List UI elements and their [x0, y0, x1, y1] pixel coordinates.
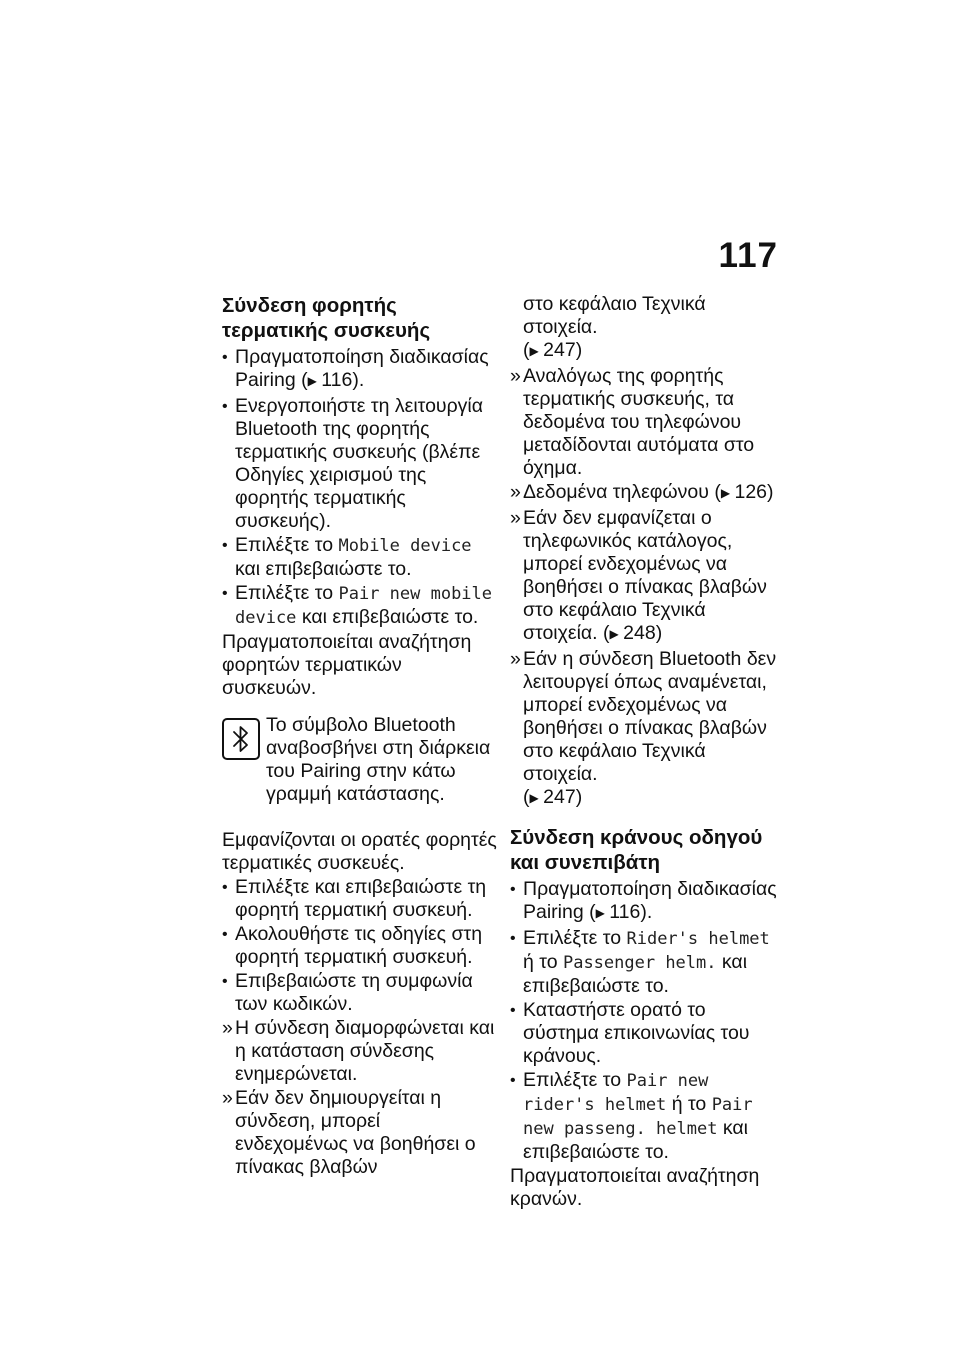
page-ref-arrow-icon: ▶	[609, 627, 618, 641]
helmet-search-text: Πραγματοποιείται αναζήτηση κρανών.	[510, 1165, 760, 1210]
bluetooth-note-text: Το σύμβολο Bluetooth αναβοσβήνει στη διάρκεια του Pairing στην κάτω γραμμή κατάστασης.	[266, 714, 491, 805]
list-item: • Επιλέξτε το Rider's helmet ή το Passenger helm. και επιβεβαιώστε το.	[510, 927, 770, 997]
menu-option-pair-new-riders-helmet: Pair new rider's helmet	[523, 1071, 709, 1115]
page-number: 117	[718, 236, 778, 275]
bullet-marker: •	[510, 1002, 516, 1019]
bullet-marker: •	[222, 349, 228, 366]
bullet-marker: •	[222, 879, 228, 896]
page-reference: 126)	[734, 481, 774, 503]
result-item: » Εάν η σύνδεση Bluetooth δεν λειτουργεί όπως αναμένεται, μπορεί ενδεχομένως να βοηθήσει ο πίνακας βλαβών στο κεφάλαιο Τεχνικά στοιχεία. (▶ 247)	[510, 648, 777, 808]
bullet-marker: •	[222, 585, 228, 602]
menu-option-riders-helmet: Rider's helmet	[626, 929, 770, 949]
result-item-continued: στο κεφάλαιο Τεχνικά στοιχεία. (▶ 247)	[523, 293, 706, 361]
result-marker: »	[222, 1087, 233, 1109]
left-column	[222, 293, 497, 1180]
continued-results-list	[510, 293, 785, 811]
result-marker: »	[510, 365, 521, 387]
list-item: • Επιλέξτε το Mobile device και επιβεβαιώστε το.	[222, 534, 472, 580]
page-ref-arrow-icon: ▶	[529, 344, 538, 358]
device-steps-list	[222, 876, 497, 1179]
bullet-marker: •	[222, 926, 228, 943]
list-item: • Καταστήστε ορατό το σύστημα επικοινωνίας του κράνους.	[510, 999, 750, 1067]
result-marker: »	[510, 481, 521, 503]
bluetooth-icon	[222, 718, 260, 760]
result-marker: »	[510, 648, 521, 670]
result-item: » Εάν δεν δημιουργείται η σύνδεση, μπορεί ενδεχομένως να βοηθήσει ο πίνακας βλαβών	[222, 1087, 476, 1178]
result-marker: »	[222, 1017, 233, 1039]
visible-devices-text: Εμφανίζονται οι ορατές φορητές τερματικές συσκευές.	[222, 829, 497, 874]
page-ref-arrow-icon: ▶	[307, 374, 316, 388]
bullet-marker: •	[510, 1072, 516, 1089]
result-item: » Δεδομένα τηλεφώνου (▶ 126)	[510, 481, 774, 503]
list-item: • Ενεργοποιήστε τη λειτουργία Bluetooth της φορητής τερματικής συσκευής (βλέπε Οδηγίες χειρισμού της φορητής τερματικής συσκευής).	[222, 395, 484, 532]
page-ref-arrow-icon: ▶	[720, 486, 730, 500]
list-item: • Επιλέξτε και επιβεβαιώστε τη φορητή τερματική συσκευή.	[222, 876, 487, 921]
result-item: » Αναλόγως της φορητής τερματικής συσκευής, τα δεδομένα του τηλεφώνου μεταδίδονται αυτόματα στο όχημα.	[510, 365, 755, 479]
page-reference: 248)	[623, 622, 663, 644]
list-item: • Επιβεβαιώστε τη συμφωνία των κωδικών.	[222, 970, 473, 1015]
menu-option-mobile-device: Mobile device	[338, 536, 472, 556]
bullet-marker: •	[222, 973, 228, 990]
page-ref-arrow-icon: ▶	[595, 906, 604, 920]
result-item: » Εάν δεν εμφανίζεται ο τηλεφωνικός κατάλογος, μπορεί ενδεχομένως να βοηθήσει ο πίνακας βλαβών στο κεφάλαιο Τεχνικά στοιχεία. (▶ 248)	[510, 507, 767, 644]
section-title-helmet: Σύνδεση κράνους οδηγού και συνεπιβάτη	[510, 826, 763, 874]
menu-option-pair-new-passenger-helmet: Pair new passeng. helmet	[523, 1095, 753, 1139]
list-item: • Πραγματοποίηση διαδικασίας Pairing (▶ 116).	[510, 878, 777, 923]
menu-option-pair-new-mobile-device: Pair new mobile device	[235, 584, 493, 628]
bullet-marker: •	[510, 930, 516, 947]
phone-steps-list	[222, 346, 497, 630]
bullet-marker: •	[510, 881, 516, 898]
menu-option-passenger-helmet: Passenger helm.	[562, 953, 717, 973]
page-reference: 247)	[543, 786, 583, 808]
page-reference: 116).	[609, 901, 653, 923]
list-item: • Επιλέξτε το Pair new mobile device και επιβεβαιώστε το.	[222, 582, 493, 628]
page-reference: 116).	[321, 369, 365, 391]
list-item: • Πραγματοποίηση διαδικασίας Pairing (▶ 116).	[222, 346, 489, 391]
bluetooth-note	[222, 714, 497, 807]
result-marker: »	[510, 507, 521, 529]
bullet-marker: •	[222, 537, 228, 554]
helmet-steps-list	[510, 878, 785, 1164]
page-ref-arrow-icon: ▶	[529, 791, 538, 805]
section-title-phone: Σύνδεση φορητής τερματικής συσκευής	[222, 294, 431, 342]
list-item: • Ακολουθήστε τις οδηγίες στη φορητή τερματική συσκευή.	[222, 923, 483, 968]
page-reference: 247)	[543, 339, 583, 361]
right-column	[510, 293, 785, 1212]
bullet-marker: •	[222, 398, 228, 415]
search-status-text: Πραγματοποιείται αναζήτηση φορητών τερματικών συσκευών.	[222, 631, 472, 699]
list-item: • Επιλέξτε το Pair new rider's helmet ή το Pair new passeng. helmet και επιβεβαιώστε το.	[510, 1069, 753, 1163]
result-item: » Η σύνδεση διαμορφώνεται και η κατάσταση σύνδεσης ενημερώνεται.	[222, 1017, 495, 1085]
